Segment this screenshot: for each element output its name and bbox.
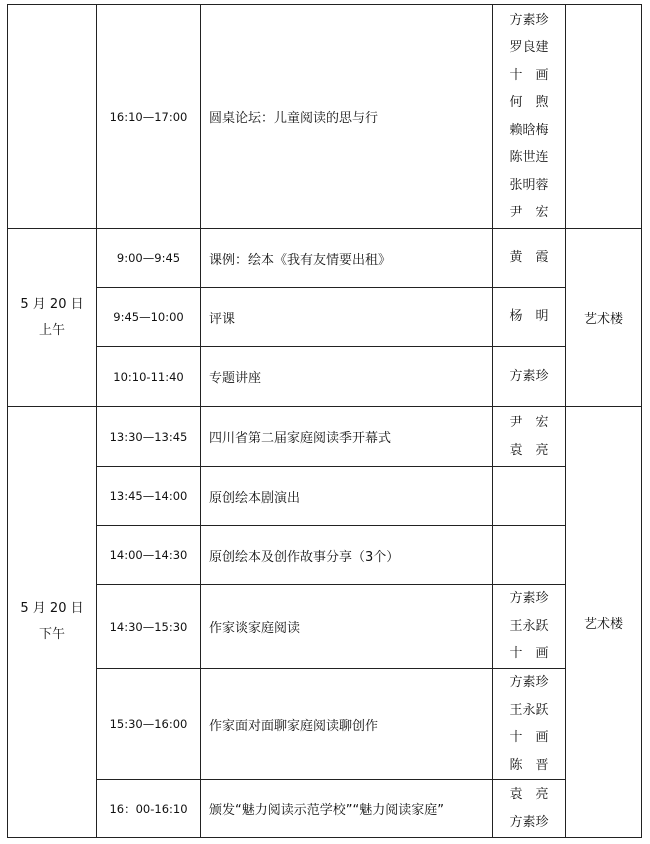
- topic-cell: 圆桌论坛：儿童阅读的思与行: [201, 5, 493, 229]
- speaker-name: 十 画: [509, 67, 549, 83]
- speaker-name: 方素珍: [509, 591, 549, 607]
- day-cell: [8, 5, 97, 229]
- time-cell: 13:30—13:45: [97, 407, 201, 467]
- time-cell: 10:10-11:40: [97, 347, 201, 407]
- speaker-cell: [493, 288, 566, 347]
- speaker-name: 赖晗梅: [509, 122, 549, 138]
- speaker-name: 陈世连: [509, 150, 549, 165]
- topic-cell: 原创绘本及创作故事分享（3个）: [201, 526, 493, 585]
- speaker-name: 陈 晋: [509, 757, 549, 773]
- table-row: [8, 347, 642, 407]
- speaker-cell: [493, 5, 566, 229]
- table-row: [8, 585, 642, 669]
- speaker-name: 尹 宏: [509, 205, 549, 220]
- day-date: 5 月 20 日: [20, 296, 84, 312]
- table-row: [8, 288, 642, 347]
- speaker-cell: [493, 467, 566, 526]
- speaker-cell: [493, 669, 566, 780]
- speaker-name: 十 画: [509, 646, 549, 662]
- day-cell: [8, 229, 97, 407]
- speaker-name: 罗良建: [509, 40, 549, 55]
- speaker-name: 方素珍: [509, 12, 549, 28]
- speaker-name: 袁 亮: [509, 442, 549, 458]
- table-row: [8, 407, 642, 467]
- speaker-cell: [493, 526, 566, 585]
- topic-cell: 原创绘本剧演出: [201, 467, 493, 526]
- speaker-name: 杨 明: [509, 309, 549, 325]
- time-cell: 9:45—10:00: [97, 288, 201, 347]
- speaker-cell: [493, 585, 566, 669]
- speaker-name: 何 煦: [509, 95, 549, 110]
- topic-cell: 四川省第二届家庭阅读季开幕式: [201, 407, 493, 467]
- day-date: 5 月 20 日: [20, 601, 84, 616]
- speaker-name: 十 画: [509, 730, 549, 745]
- time-cell: 15:30—16:00: [97, 669, 201, 780]
- schedule-table: [7, 4, 642, 838]
- speaker-name: 王永跃: [509, 618, 549, 634]
- speaker-name: 黄 霞: [509, 250, 549, 266]
- time-cell: 16:10—17:00: [97, 5, 201, 229]
- speaker-name: 王永跃: [509, 702, 549, 718]
- topic-cell: 专题讲座: [201, 347, 493, 407]
- speaker-name: 张明蓉: [509, 177, 549, 193]
- topic-cell: 颁发“魅力阅读示范学校”“魅力阅读家庭”: [201, 780, 493, 838]
- venue-cell: 艺术楼: [566, 229, 642, 407]
- topic-cell: 评课: [201, 288, 493, 347]
- time-cell: 14:30—15:30: [97, 585, 201, 669]
- speaker-cell: [493, 347, 566, 407]
- topic-cell: 作家谈家庭阅读: [201, 585, 493, 669]
- time-cell: 16：00-16:10: [97, 780, 201, 838]
- topic-cell: 作家面对面聊家庭阅读聊创作: [201, 669, 493, 780]
- table-row: [8, 669, 642, 780]
- day-cell: [8, 407, 97, 838]
- speaker-cell: [493, 229, 566, 288]
- day-period: 下午: [38, 627, 65, 642]
- speaker-name: 方素珍: [509, 675, 549, 690]
- speaker-name: 袁 亮: [509, 787, 549, 802]
- speaker-name: 方素珍: [509, 368, 549, 384]
- table-row: [8, 467, 642, 526]
- time-cell: 14:00—14:30: [97, 526, 201, 585]
- table-row: [8, 780, 642, 838]
- table-row: [8, 5, 642, 229]
- table-row: [8, 526, 642, 585]
- table-row: [8, 229, 642, 288]
- topic-cell: 课例：绘本《我有友情要出租》: [201, 229, 493, 288]
- speaker-cell: [493, 780, 566, 838]
- venue-cell: 艺术楼: [566, 407, 642, 838]
- time-cell: 13:45—14:00: [97, 467, 201, 526]
- venue-cell: [566, 5, 642, 229]
- time-cell: 9:00—9:45: [97, 229, 201, 288]
- speaker-name: 方素珍: [509, 814, 549, 830]
- day-period: 上午: [38, 322, 65, 338]
- speaker-name: 尹 宏: [509, 415, 549, 430]
- speaker-cell: [493, 407, 566, 467]
